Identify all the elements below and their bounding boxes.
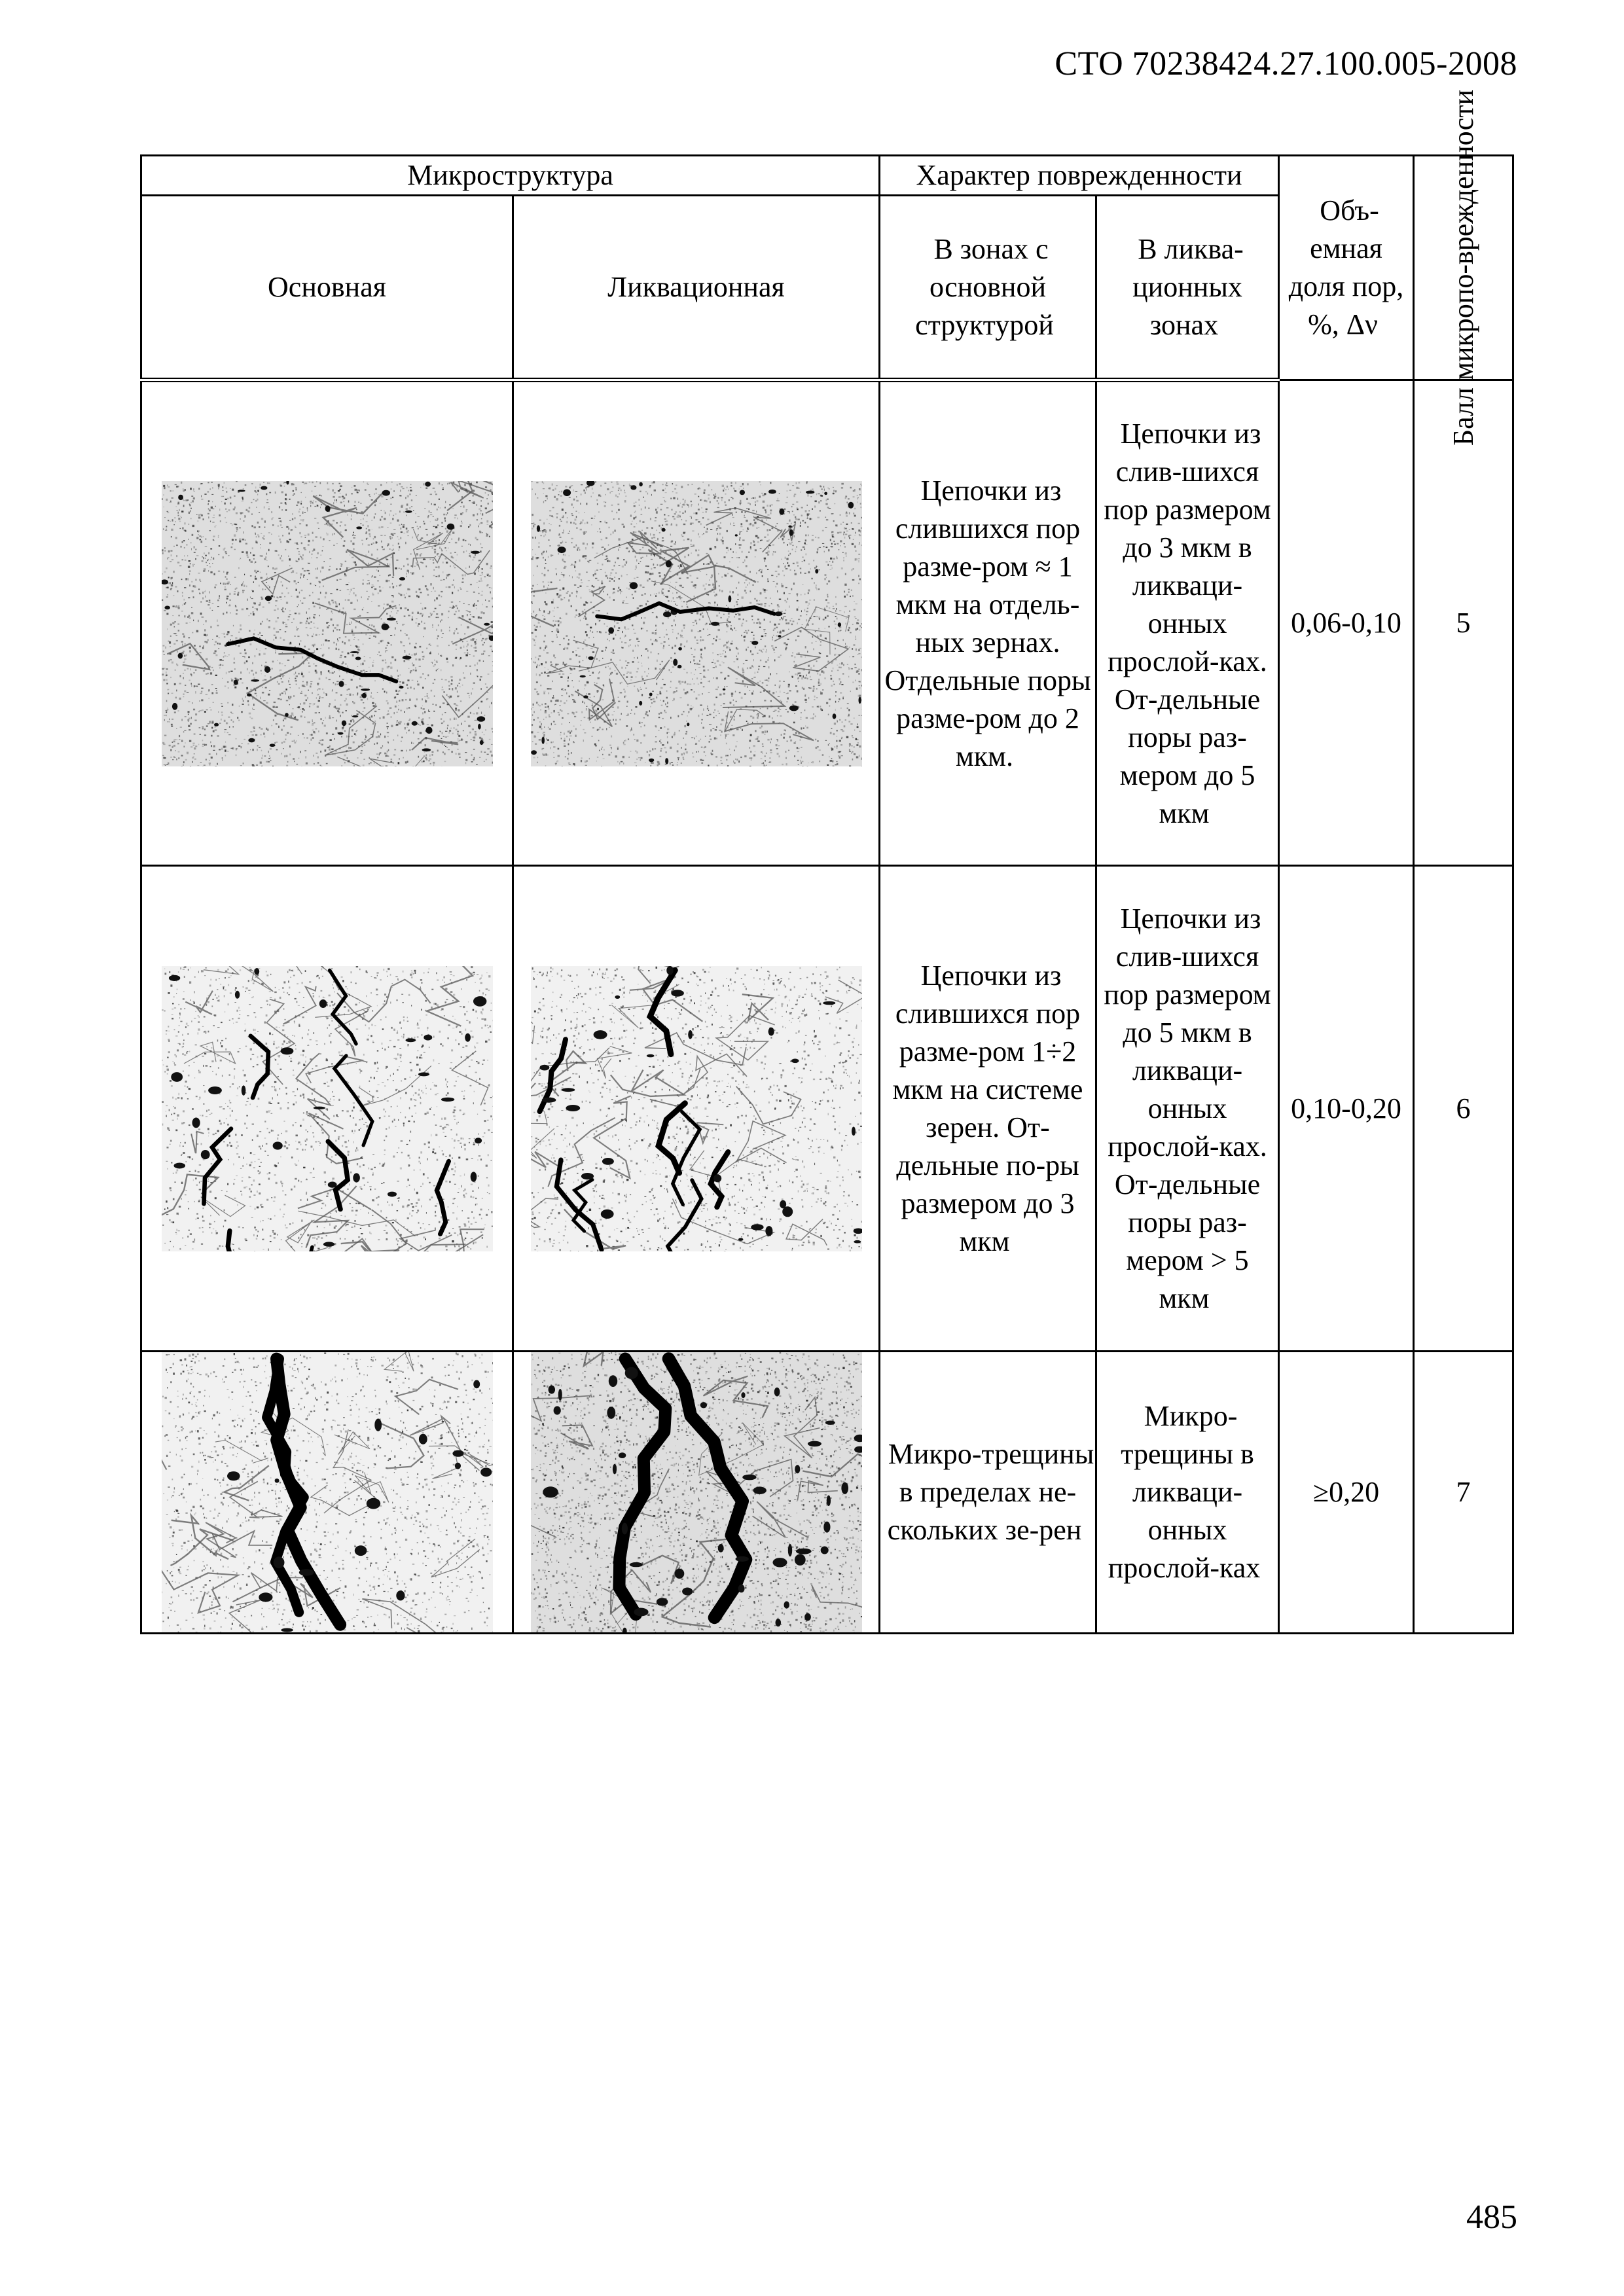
liquation-zone-description xyxy=(1096,1352,1279,1634)
basic-micrograph-score-5 xyxy=(162,481,493,766)
header-pore-volume xyxy=(1279,156,1414,380)
basic-micrograph-cell xyxy=(141,866,513,1352)
header-liquation: Ликвационная xyxy=(513,196,880,380)
basic-micrograph-score-7 xyxy=(162,1352,493,1632)
basic-micrograph-cell xyxy=(141,380,513,866)
table-row xyxy=(141,1352,1513,1634)
liquation-zone-text: Микро-трещины в ликваци-онных прослой-ках xyxy=(1108,1400,1261,1584)
damage-score-value: 6 xyxy=(1414,866,1513,1352)
basic-micrograph-cell xyxy=(141,1352,513,1634)
basic-zone-description xyxy=(880,380,1096,866)
liquation-micrograph-score-6 xyxy=(531,966,862,1251)
basic-zone-text: Цепочки из слившихся пор разме-ром ≈ 1 мкм на отдель-ных зернах. Отдельные поры разме-ром до 2 мкм. xyxy=(884,474,1091,772)
liquation-zone-text: Цепочки из слив-шихся пор размером до 3 мкм в ликваци-онных прослой-ках. От-дельные поры раз-мером до 5 мкм xyxy=(1104,417,1271,829)
header-damage-character: Характер поврежденности xyxy=(880,156,1279,196)
liquation-micrograph-score-5 xyxy=(531,481,862,766)
header-basic: Основная xyxy=(141,196,513,380)
basic-zone-description xyxy=(880,1352,1096,1634)
header-in-liquation-zones xyxy=(1096,196,1279,380)
header-in-basic-zones-label: В зонах с основной структурой xyxy=(915,232,1054,341)
table-row xyxy=(141,866,1513,1352)
pore-volume-value: ≥0,20 xyxy=(1279,1352,1414,1634)
liquation-zone-description xyxy=(1096,380,1279,866)
header-damage-score xyxy=(1414,89,1513,446)
microdamage-table xyxy=(140,89,1514,1634)
header-damage-score-label: Балл микропо-врежденности xyxy=(1447,89,1479,446)
header-microstructure: Микроструктура xyxy=(141,156,880,196)
header-in-liquation-zones-label: В ликва-ционных зонах xyxy=(1132,232,1244,341)
liquation-micrograph-cell xyxy=(513,866,880,1352)
header-in-basic-zones xyxy=(880,196,1096,380)
liquation-zone-text: Цепочки из слив-шихся пор размером до 5 мкм в ликваци-онных прослой-ках. От-дельные поры раз-мером > 5 мкм xyxy=(1104,902,1271,1314)
liquation-micrograph-cell xyxy=(513,1352,880,1634)
basic-micrograph-score-6 xyxy=(162,966,493,1251)
damage-score-value: 5 xyxy=(1414,380,1513,866)
basic-zone-description xyxy=(880,866,1096,1352)
liquation-micrograph-cell xyxy=(513,380,880,866)
pore-volume-value: 0,10-0,20 xyxy=(1279,866,1414,1352)
page-number: 485 xyxy=(1466,2198,1517,2236)
liquation-zone-description xyxy=(1096,866,1279,1352)
liquation-micrograph-score-7 xyxy=(531,1352,862,1632)
damage-score-value: 7 xyxy=(1414,1352,1513,1634)
basic-zone-text: Цепочки из слившихся пор разме-ром 1÷2 мкм на системе зерен. От-дельные по-ры размером до 3 мкм xyxy=(892,959,1083,1257)
document-code: СТО 70238424.27.100.005-2008 xyxy=(1055,45,1517,82)
header-pore-volume-label: Объ-емная доля пор, %, Δν xyxy=(1288,194,1404,340)
table-row xyxy=(141,380,1513,866)
pore-volume-value: 0,06-0,10 xyxy=(1279,380,1414,866)
basic-zone-text: Микро-трещины в пределах не-скольких зе-рен xyxy=(887,1438,1094,1546)
